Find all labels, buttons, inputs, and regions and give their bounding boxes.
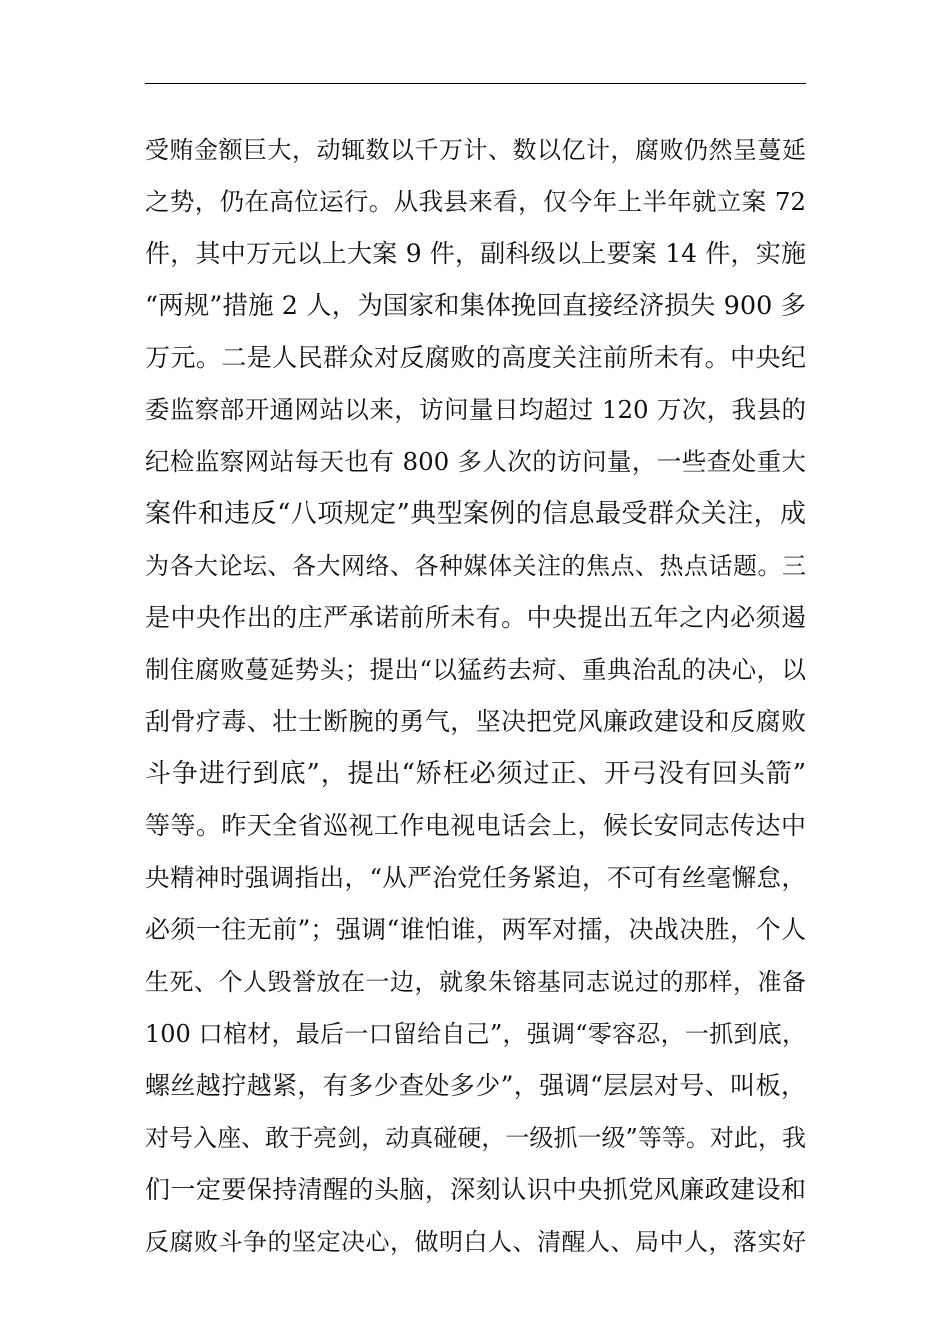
text-line: 纪检监察网站每天也有 800 多人次的访问量，一些查处重大 bbox=[145, 447, 806, 476]
header-rule bbox=[145, 83, 806, 84]
text-line: 受贿金额巨大，动辄数以千万计、数以亿计，腐败仍然呈蔓延 bbox=[145, 136, 806, 164]
text-line: 委监察部开通网站以来，访问量日均超过 120 万次，我县的 bbox=[145, 395, 806, 424]
text-line: 件，其中万元以上大案 9 件，副科级以上要案 14 件，实施 bbox=[145, 239, 806, 268]
text-line: 制住腐败蔓延势头；提出“以猛药去疴、重典治乱的决心，以 bbox=[145, 655, 806, 684]
text-line: 之势，仍在高位运行。从我县来看，仅今年上半年就立案 72 bbox=[145, 187, 806, 216]
text-line: 反腐败斗争的坚定决心，做明白人、清醒人、局中人，落实好 bbox=[145, 1228, 806, 1256]
text-line: 是中央作出的庄严承诺前所未有。中央提出五年之内必须遏 bbox=[145, 603, 806, 632]
text-line: 万元。二是人民群众对反腐败的高度关注前所未有。中央纪 bbox=[145, 343, 806, 372]
text-line: 生死、个人毁誉放在一边，就象朱镕基同志说过的那样，准备 bbox=[145, 968, 806, 996]
text-line: 斗争进行到底”，提出“矫枉必须过正、开弓没有回头箭” bbox=[145, 759, 806, 789]
text-line: 必须一往无前”；强调“谁怕谁，两军对擂，决战决胜，个人 bbox=[145, 915, 806, 944]
text-line: 100 口棺材，最后一口留给自己”，强调“零容忍，一抓到底， bbox=[145, 1020, 806, 1048]
text-line: 央精神时强调指出，“从严治党任务紧迫，不可有丝毫懈怠， bbox=[145, 863, 806, 892]
text-line: 们一定要保持清醒的头脑，深刻认识中央抓党风廉政建设和 bbox=[145, 1175, 806, 1204]
text-line: 刮骨疗毒、壮士断腕的勇气，坚决把党风廉政建设和反腐败 bbox=[145, 707, 806, 736]
text-line: 等等。昨天全省巡视工作电视电话会上，候长安同志传达中 bbox=[145, 811, 806, 840]
text-line: 对号入座、敢于亮剑，动真碰硬，一级抓一级”等等。对此，我 bbox=[145, 1124, 806, 1152]
text-line: “两规”措施 2 人，为国家和集体挽回直接经济损失 900 多 bbox=[145, 291, 806, 321]
text-line: 螺丝越拧越紧，有多少查处多少”，强调“层层对号、叫板， bbox=[145, 1071, 806, 1100]
text-line: 案件和违反“八项规定”典型案例的信息最受群众关注，成 bbox=[145, 499, 806, 529]
body-paragraph bbox=[145, 124, 806, 1268]
text-line: 为各大论坛、各大网络、各种媒体关注的焦点、热点话题。三 bbox=[145, 552, 806, 580]
